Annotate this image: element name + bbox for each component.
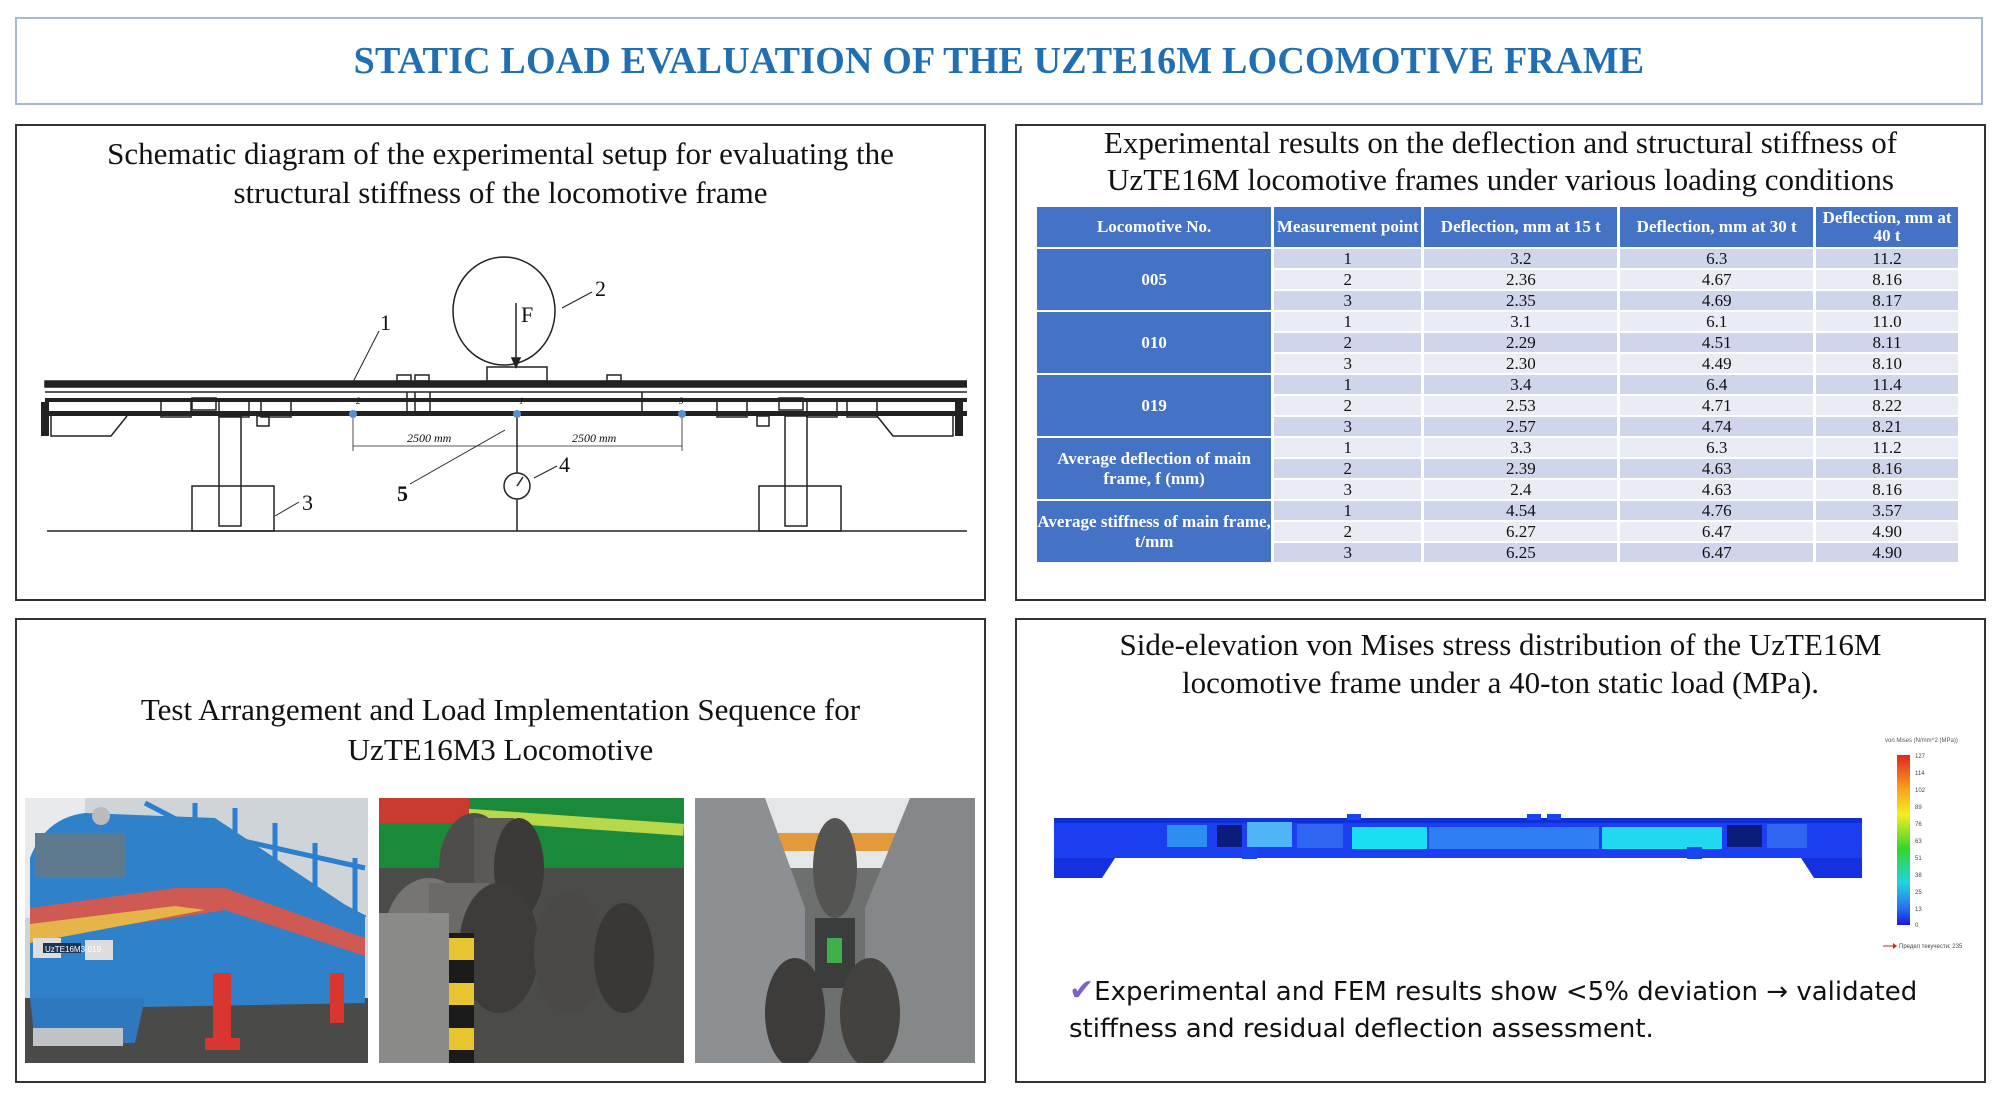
dimension-right-label: 2500 mm	[572, 431, 617, 445]
svg-text:76: 76	[1915, 822, 1922, 828]
group-label: 019	[1037, 375, 1271, 436]
svg-text:38: 38	[1915, 873, 1922, 879]
force-label: F	[521, 302, 534, 327]
table-row: 010 1 3.1 6.1 11.0	[1037, 312, 1958, 331]
svg-text:3: 3	[679, 396, 684, 406]
column-header: Deflection, mm at 30 t	[1620, 207, 1813, 247]
table-row: 3 2.57 4.74 8.21	[1037, 417, 1958, 436]
table-row: Average deflection of main frame, f (mm) 1 3.3 6.3 11.2	[1037, 438, 1958, 457]
frame-stress-body	[1054, 814, 1862, 878]
table-row: 3 2.35 4.69 8.17	[1037, 291, 1958, 310]
measurement-point-2-marker	[349, 410, 357, 418]
load-cylinder-icon	[453, 257, 555, 365]
svg-text:Предел текучести: 235: Предел текучести: 235	[1899, 944, 1963, 950]
table-row: 3 2.4 4.63 8.16	[1037, 480, 1958, 499]
frame-interior-photo	[695, 798, 975, 1063]
table-row: 2 6.27 6.47 4.90	[1037, 522, 1958, 541]
group-label: 010	[1037, 312, 1271, 373]
svg-text:102: 102	[1915, 788, 1926, 794]
von-mises-stress-plot	[1047, 730, 1977, 965]
callout-5-label: 5	[397, 481, 408, 506]
table-row: 2 2.53 4.71 8.22	[1037, 396, 1958, 415]
test-arrangement-panel	[15, 618, 986, 1083]
svg-text:25: 25	[1915, 890, 1922, 896]
table-row: 2 2.36 4.67 8.16	[1037, 270, 1958, 289]
schematic-panel	[15, 124, 986, 601]
group-label: Average stiffness of main frame, t/mm	[1037, 501, 1271, 562]
table-row: 2 2.39 4.63 8.16	[1037, 459, 1958, 478]
locomotive-on-jacks-photo	[25, 798, 368, 1063]
svg-text:1: 1	[519, 396, 524, 406]
column-header: Locomotive No.	[1037, 207, 1271, 247]
fem-panel	[1015, 618, 1986, 1083]
column-header: Measurement point	[1274, 207, 1421, 247]
test-arrangement-title: Test Arrangement and Load Implementation Sequence for UzTE16M3 Locomotive	[140, 692, 861, 767]
group-label: 005	[1037, 249, 1271, 310]
svg-text:0: 0	[1915, 923, 1919, 929]
table-row: 3 6.25 6.47 4.90	[1037, 543, 1958, 562]
svg-text:89: 89	[1915, 805, 1922, 811]
table-row: Average stiffness of main frame, t/mm 1 4.54 4.76 3.57	[1037, 501, 1958, 520]
callout-3-label: 3	[302, 490, 313, 515]
dimension-left-label: 2500 mm	[407, 431, 452, 445]
svg-text:2: 2	[356, 396, 361, 406]
results-title: Experimental results on the deflection and structural stiffness of UzTE16M locomotive frames under various loading conditions	[1103, 125, 1898, 197]
svg-text:127: 127	[1915, 754, 1926, 760]
fem-title: Side-elevation von Mises stress distribution of the UzTE16M locomotive frame under a 40-ton static load (MPa).	[1119, 627, 1882, 700]
column-header: Deflection, mm at 40 t	[1816, 207, 1958, 247]
setup-schematic-diagram	[37, 246, 967, 586]
validation-note: ✔Experimental and FEM results show <5% deviation → validated stiffness and residual deflection assessment.	[1069, 973, 1918, 1044]
callout-4-label: 4	[559, 452, 570, 477]
svg-text:63: 63	[1915, 839, 1922, 845]
measurement-point-3-marker	[678, 410, 686, 418]
callout-1-label: 1	[380, 310, 391, 335]
svg-text:von Mises (N/mm^2 (MPa)): von Mises (N/mm^2 (MPa))	[1885, 738, 1958, 744]
table-row: 005 1 3.2 6.3 11.2	[1037, 249, 1958, 268]
callout-2-label: 2	[595, 276, 606, 301]
table-row: 2 2.29 4.51 8.11	[1037, 333, 1958, 352]
results-panel	[1015, 124, 1986, 601]
schematic-title: Schematic diagram of the experimental setup for evaluating the structural stiffness of the locomotive frame	[107, 136, 894, 210]
svg-text:114: 114	[1915, 771, 1925, 777]
svg-text:51: 51	[1915, 856, 1922, 862]
page-title: STATIC LOAD EVALUATION OF THE UZTE16M LOCOMOTIVE FRAME	[353, 40, 1645, 82]
measurement-point-1-marker	[513, 410, 521, 418]
table-header-row	[1037, 207, 1958, 247]
table-row: 3 2.30 4.49 8.10	[1037, 354, 1958, 373]
group-label: Average deflection of main frame, f (mm)	[1037, 438, 1271, 499]
wheelsets-photo	[379, 798, 684, 1063]
stress-color-legend	[1883, 738, 1963, 950]
deflection-stiffness-table	[1034, 205, 1961, 564]
title-bar	[15, 17, 1983, 105]
svg-text:13: 13	[1915, 907, 1922, 913]
column-header: Deflection, mm at 15 t	[1424, 207, 1617, 247]
svg-text:UzTE16M3-019: UzTE16M3-019	[45, 945, 102, 954]
check-icon: ✔	[1069, 973, 1095, 1008]
yield-arrow-icon	[1893, 943, 1897, 949]
table-row: 019 1 3.4 6.4 11.4	[1037, 375, 1958, 394]
